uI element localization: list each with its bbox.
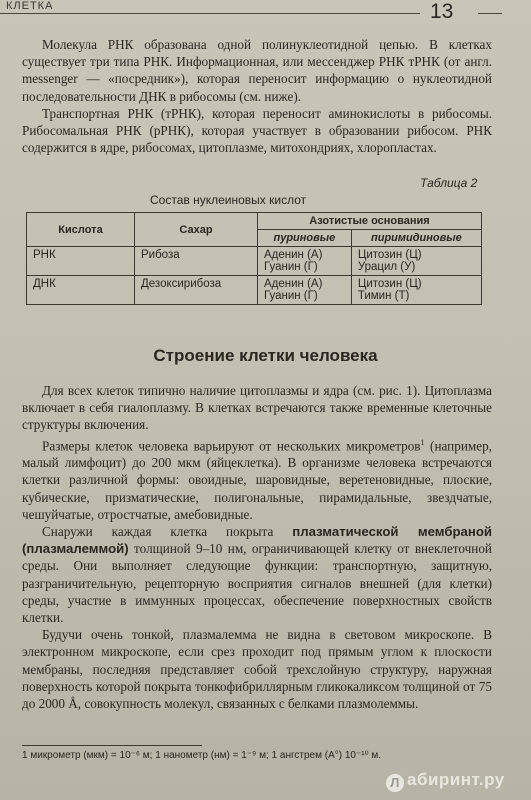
cell-purine: [258, 247, 352, 276]
paragraph-cytoplasm: Для всех клеток типично наличие цитоплазмы и ядра (см. рис. 1). Цитоплазма включает в себя гиалоплазму. В клетках встречаются также временные клеточные структуры включения.: [22, 383, 492, 433]
base-name: Гуанин (Г): [264, 290, 318, 302]
section-title: КЛЕТКА: [6, 0, 54, 12]
paragraph-trna: Транспортная РНК (тРНК), которая переносит аминокислоты в рибосомы. Рибосомальная РНК (рРНК), которая участвует в образовании рибосом. РНК содержится в ядре, рибосомах, цитоплазме, митохондриях, хлоропластах.: [22, 105, 492, 156]
col-bases: Азотистые основания: [258, 213, 482, 230]
nucleic-acids-table: [26, 212, 482, 305]
labirint-logo-icon: Л: [386, 774, 404, 792]
footnote-rule: [22, 745, 202, 746]
base-name: Тимин (Т): [357, 290, 410, 302]
table-row: [27, 276, 482, 305]
intro-text: [22, 36, 492, 156]
text-span: Размеры клеток человека варьируют от нескольких микрометров: [42, 438, 421, 453]
paragraph-plasmalemma: Будучи очень тонкой, плазмалемма не видна в световом микроскопе. В электронном микроскопе, если срез проходит под прямым углом к плоскости мембраны, последняя представляет собой трехслойную структуру, наружная поверхность которой покрыта тонкофибриллярным гликокаликсом толщиной от 75 до 2000 Å, совокупность молекул, связанных с белками плазмолеммы.: [22, 627, 492, 712]
bold-term: плазматической мембраной (плазмалеммой): [22, 524, 492, 557]
running-header: [0, 0, 531, 26]
watermark-text: абиринт.ру: [407, 770, 505, 789]
text-span: (например, малый лимфоцит) до 200 мкм (яйцеклетка). В организме человека встречаются клетки различной формы: овоидные, шаровидные, веретеновидные, плоские, кубические, призматические, полигональные, пирамидальные, звездчатые, чешуйчатые, отростчатые, амебовидные.: [22, 438, 492, 522]
col-sugar: Сахар: [135, 213, 258, 247]
header-rule-right: [478, 13, 502, 14]
cell-purine: [258, 276, 352, 305]
section-heading: Строение клетки человека: [153, 346, 378, 365]
cell-sugar: Дезоксирибоза: [135, 276, 258, 305]
cell-sugar: Рибоза: [135, 247, 258, 276]
header-rule: [0, 13, 420, 14]
cell-acid: ДНК: [27, 276, 135, 305]
page-number: 13: [430, 0, 454, 23]
table-title: Состав нуклеиновых кислот: [150, 193, 307, 207]
table-row: [27, 247, 482, 276]
base-name: Гуанин (Г): [264, 261, 318, 273]
text-span: толщиной 9–10 нм, ограничивающей клетку от внеклеточной среды. Они выполняет следующие функции: транспортную, защитную, разграничительную, рецепторную восприятия сигналов внешней (для клетки) среды, участие в иммунных процессах, обеспечение поверхностных свойств клетки.: [22, 541, 492, 626]
col-acid: Кислота: [27, 213, 135, 247]
table-label: Таблица 2: [420, 176, 478, 190]
paragraph-rna: Молекула РНК образована одной полинуклеотидной цепью. В клетках существует три типа РНК. Информационная, или мессенджер РНК тРНК (от англ. messenger — «посредник»), которая переносит информацию о нуклеотидной последовательности ДНК в рибосомы (см. ниже).: [22, 37, 492, 104]
watermark: [386, 770, 505, 792]
cell-pyrimidine: [351, 247, 481, 276]
cell-pyrimidine: [351, 276, 481, 305]
text-span: Снаружи каждая клетка покрыта: [42, 524, 293, 540]
base-name: Цитозин (Ц): [357, 278, 422, 290]
cell-acid: РНК: [27, 247, 135, 276]
footnote: 1 микрометр (мкм) = 10⁻⁶ м; 1 нанометр (нм) = 1⁻⁹ м; 1 ангстрем (А°) 10⁻¹⁰ м.: [22, 750, 382, 761]
col-purine: пуриновые: [258, 230, 352, 247]
base-name: Аденин (А): [264, 249, 323, 261]
body-text: [22, 382, 492, 712]
paragraph-sizes: [22, 434, 492, 523]
base-name: Урацил (У): [357, 261, 416, 273]
base-name: Цитозин (Ц): [357, 249, 422, 261]
base-name: Аденин (А): [264, 278, 323, 290]
footnote-ref: 1: [420, 437, 425, 447]
table-header-row: [27, 213, 482, 230]
paragraph-membrane: [22, 523, 492, 626]
col-pyrimidine: пиримидиновые: [351, 230, 481, 247]
